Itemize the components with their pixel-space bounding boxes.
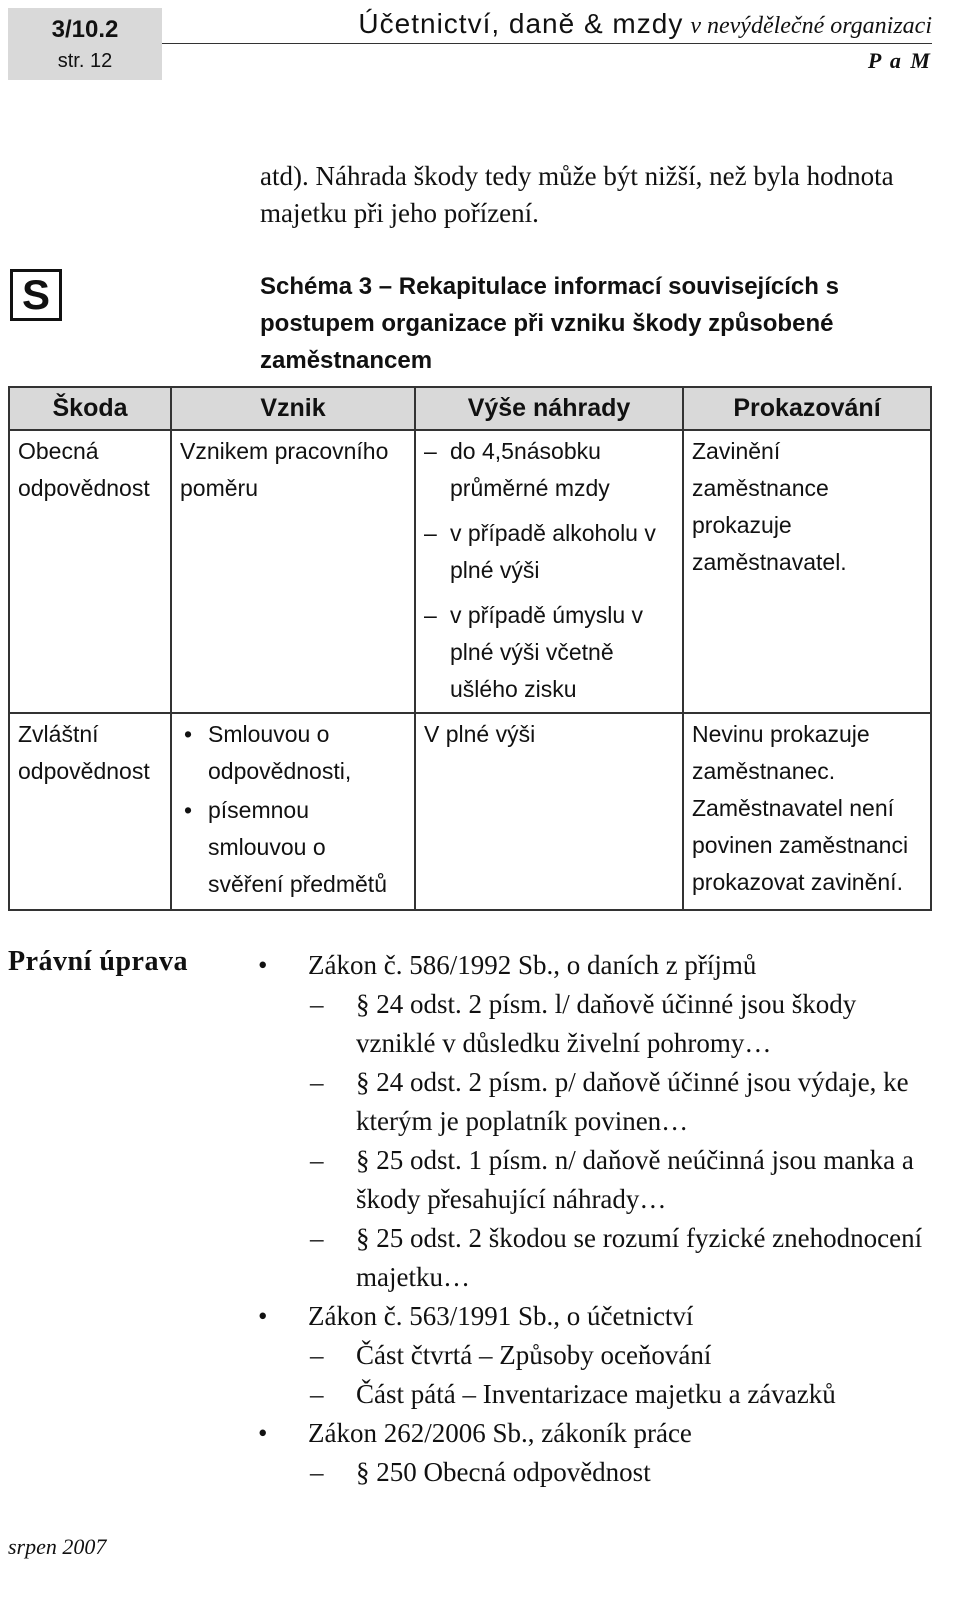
- table-header-row: [9, 387, 931, 430]
- recapitulation-table: [8, 386, 932, 911]
- law-subitem: [258, 1063, 934, 1141]
- dash-icon: –: [310, 1340, 324, 1370]
- law-subitem: [258, 1453, 934, 1492]
- list-item: – v případě úmyslu v plné výši včetně ušlého zisku: [424, 597, 674, 708]
- bullet-icon: •: [258, 950, 268, 980]
- dash-icon: –: [310, 1145, 324, 1175]
- law-subitem-text: § 250 Obecná odpovědnost: [356, 1457, 651, 1487]
- intro-paragraph: atd). Náhrada škody tedy může být nižší, než byla hodnota majetku při jeho pořízení.: [260, 161, 894, 228]
- footer-date: srpen 2007: [8, 1534, 107, 1559]
- table-cell: Zavinění zaměstnance prokazuje zaměstnavatel.: [683, 430, 931, 713]
- legal-heading: Právní úprava: [8, 946, 188, 977]
- list-item: • Smlouvou o odpovědnosti,: [180, 716, 406, 790]
- law-title: Zákon č. 586/1992 Sb., o daních z příjmů: [308, 950, 757, 980]
- publication-title-italic: v nevýdělečné organizaci: [690, 13, 932, 39]
- section-badge: [8, 8, 162, 80]
- list-item: – do 4,5násobku průměrné mzdy: [424, 433, 674, 507]
- law-subitem: [258, 1375, 934, 1414]
- law-subitem-text: § 24 odst. 2 písm. p/ daňově účinné jsou výdaje, ke kterým je poplatník povinen…: [356, 1067, 909, 1136]
- dash-icon: –: [310, 1067, 324, 1097]
- table-cell: [171, 713, 415, 910]
- list-item: – v případě alkoholu v plné výši: [424, 515, 674, 589]
- section-number: 3/10.2: [51, 16, 119, 43]
- table-cell: Obecná odpovědnost: [9, 430, 171, 713]
- law-subitem-text: § 24 odst. 2 písm. l/ daňově účinné jsou škody vzniklé v důsledku živelní pohromy…: [356, 989, 857, 1058]
- column-header: Prokazování: [683, 387, 931, 430]
- law-subitem-text: Část pátá – Inventarizace majetku a závazků: [356, 1379, 836, 1409]
- dash-icon: –: [310, 989, 324, 1019]
- table-cell: Nevinu prokazuje zaměstnanec. Zaměstnavatel není povinen zaměstnanci prokazovat zavinění.: [683, 713, 931, 910]
- list-item: • písemnou smlouvou o svěření předmětů: [180, 792, 406, 903]
- bullet-icon: •: [258, 1301, 268, 1331]
- dash-icon: –: [310, 1223, 324, 1253]
- header-rule: [162, 43, 932, 44]
- law-subitem: [258, 1336, 934, 1375]
- law-subitem: [258, 985, 934, 1063]
- column-header: Vznik: [171, 387, 415, 430]
- law-subitem-text: § 25 odst. 2 škodou se rozumí fyzické znehodnocení majetku…: [356, 1223, 923, 1292]
- table-cell: [415, 430, 683, 713]
- publication-title: [358, 8, 932, 41]
- column-header: Výše náhrady: [415, 387, 683, 430]
- law-item: [258, 1297, 934, 1336]
- compensation-list: [424, 433, 674, 708]
- legal-references: [258, 946, 934, 1492]
- publication-title-caps: Účetnictví, daně & mzdy: [358, 8, 684, 39]
- schema-icon: S: [10, 269, 62, 321]
- table-cell: V plné výši: [415, 713, 683, 910]
- law-subitem: [258, 1141, 934, 1219]
- schema-title: Schéma 3 – Rekapitulace informací souvisejících s postupem organizace při vzniku škody způsobené zaměstnancem: [260, 273, 839, 374]
- law-title: Zákon č. 563/1991 Sb., o účetnictví: [308, 1301, 694, 1331]
- law-item: [258, 1414, 934, 1453]
- dash-icon: –: [310, 1457, 324, 1487]
- dash-icon: –: [310, 1379, 324, 1409]
- table-row: [9, 713, 931, 910]
- law-subitem: [258, 1219, 934, 1297]
- page-number: str. 12: [57, 50, 113, 72]
- table-row: [9, 430, 931, 713]
- contract-list: [180, 716, 406, 903]
- law-item: [258, 946, 934, 985]
- publisher-mark: P a M: [867, 48, 932, 73]
- law-subitem-text: § 25 odst. 1 písm. n/ daňově neúčinná jsou manka a škody přesahující náhrady…: [356, 1145, 914, 1214]
- column-header: Škoda: [9, 387, 171, 430]
- table-cell: Zvláštní odpovědnost: [9, 713, 171, 910]
- table-cell: Vznikem pracovního poměru: [171, 430, 415, 713]
- bullet-icon: •: [258, 1418, 268, 1448]
- law-subitem-text: Část čtvrtá – Způsoby oceňování: [356, 1340, 712, 1370]
- law-title: Zákon 262/2006 Sb., zákoník práce: [308, 1418, 692, 1448]
